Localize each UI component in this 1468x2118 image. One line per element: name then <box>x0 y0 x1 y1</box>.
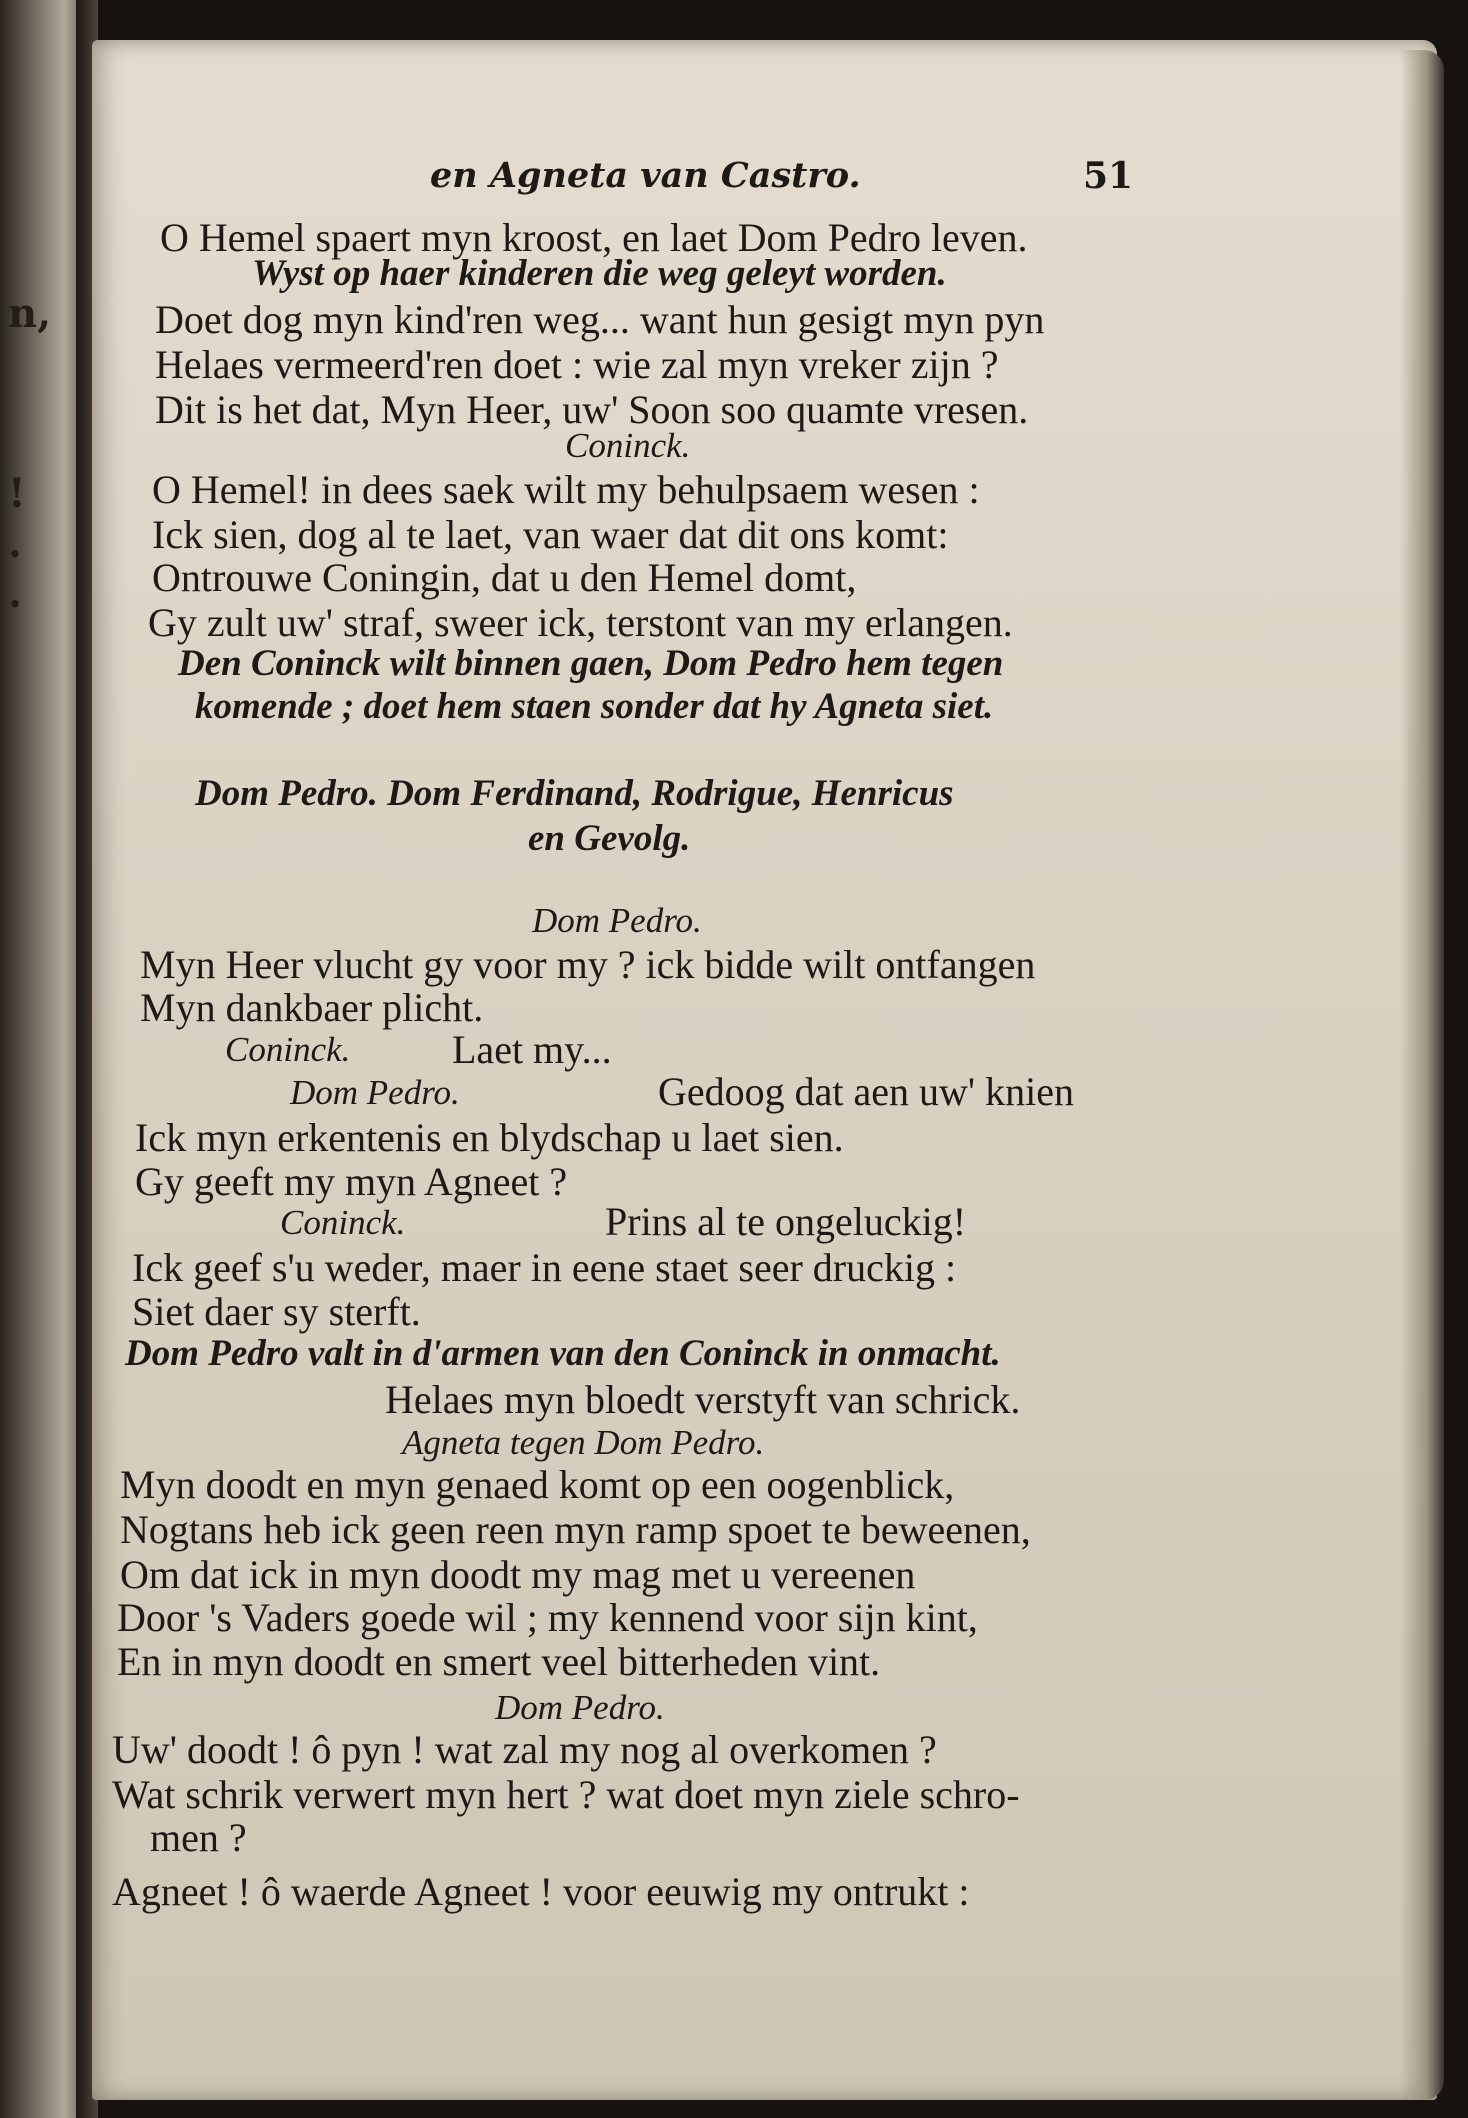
verse-line: Om dat ick in myn doodt my mag met u vereenen <box>120 1552 916 1597</box>
verse-line: men ? <box>150 1815 247 1860</box>
stage-direction: Dom Pedro valt in d'armen van den Coninck in onmacht. <box>125 1333 1001 1374</box>
stage-direction: Den Coninck wilt binnen gaen, Dom Pedro hem tegen <box>178 643 1004 684</box>
verse-line: Wat schrik verwert myn hert ? wat doet myn ziele schro- <box>112 1772 1020 1817</box>
verse-line: Gy geeft my myn Agneet ? <box>135 1159 568 1204</box>
speaker-name: Dom Pedro. <box>290 1073 460 1112</box>
verse-line: Helaes vermeerd'ren doet : wie zal myn vreker zijn ? <box>155 342 999 387</box>
scene-cast: Dom Pedro. Dom Ferdinand, Rodrigue, Henricus <box>195 773 954 814</box>
left-page-fragment: n, <box>8 290 52 337</box>
verse-line: Dit is het dat, Myn Heer, uw' Soon soo quamte vresen. <box>155 387 1029 432</box>
page-edge-shadow <box>1400 50 1444 2100</box>
scene-cast: en Gevolg. <box>528 818 691 859</box>
speaker-name: Dom Pedro. <box>495 1688 665 1727</box>
verse-line: Gedoog dat aen uw' knien <box>658 1069 1074 1114</box>
left-page-edge <box>0 0 80 2118</box>
verse-line: Door 's Vaders goede wil ; my kennend voor sijn kint, <box>117 1595 978 1640</box>
left-page-fragment: . <box>8 570 22 617</box>
verse-line: Laet my... <box>452 1027 612 1072</box>
left-page-fragment: ! <box>8 470 26 517</box>
verse-line: Gy zult uw' straf, sweer ick, terstont van my erlangen. <box>148 600 1013 645</box>
running-head: en Agneta van Castro. <box>430 155 861 196</box>
verse-line: Ick geef s'u weder, maer in eene staet seer druckig : <box>132 1245 957 1290</box>
left-page-fragment: . <box>8 520 22 567</box>
verse-line: Ick myn erkentenis en blydschap u laet sien. <box>135 1115 844 1160</box>
speaker-name: Coninck. <box>225 1030 351 1069</box>
page-number: 51 <box>1083 155 1134 197</box>
verse-line: Myn dankbaer plicht. <box>140 985 484 1030</box>
speaker-name: Coninck. <box>280 1203 406 1242</box>
verse-line: Nogtans heb ick geen reen myn ramp spoet te beweenen, <box>120 1507 1031 1552</box>
verse-line: Helaes myn bloedt verstyft van schrick. <box>385 1377 1021 1422</box>
speaker-name: Coninck. <box>565 426 691 465</box>
verse-line: Uw' doodt ! ô pyn ! wat zal my nog al overkomen ? <box>112 1727 937 1772</box>
verse-line: En in myn doodt en smert veel bitterheden vint. <box>117 1639 881 1684</box>
stage-direction: Wyst op haer kinderen die weg geleyt worden. <box>252 253 947 294</box>
verse-line: Doet dog myn kind'ren weg... want hun gesigt myn pyn <box>155 297 1045 342</box>
speaker-name: Dom Pedro. <box>532 901 702 940</box>
verse-line: Prins al te ongeluckig! <box>605 1199 967 1244</box>
speaker-name: Agneta tegen Dom Pedro. <box>402 1423 765 1462</box>
verse-line: O Hemel! in dees saek wilt my behulpsaem wesen : <box>152 467 980 512</box>
verse-line: Ick sien, dog al te laet, van waer dat dit ons komt: <box>152 512 949 557</box>
verse-line: Myn doodt en myn genaed komt op een oogenblick, <box>120 1462 955 1507</box>
verse-line: Ontrouwe Coningin, dat u den Hemel domt, <box>152 555 857 600</box>
stage-direction: komende ; doet hem staen sonder dat hy Agneta siet. <box>195 686 994 727</box>
verse-line: Siet daer sy sterft. <box>132 1289 421 1334</box>
verse-line: O Hemel spaert myn kroost, en laet Dom Pedro leven. <box>160 215 1028 260</box>
verse-line: Agneet ! ô waerde Agneet ! voor eeuwig my ontrukt : <box>112 1869 970 1914</box>
verse-line: Myn Heer vlucht gy voor my ? ick bidde wilt ontfangen <box>140 942 1036 987</box>
